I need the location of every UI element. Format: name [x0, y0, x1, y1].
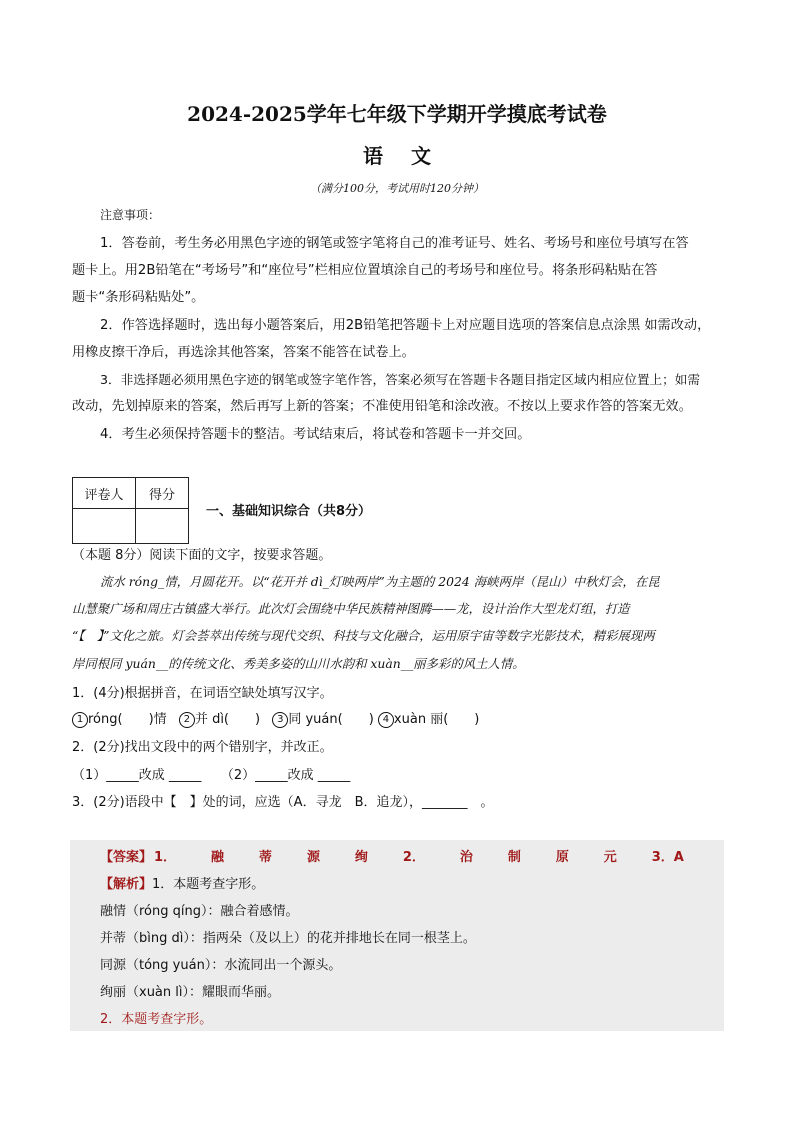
analysis-line	[100, 873, 264, 892]
answer-item: 元	[603, 850, 617, 865]
analysis-item: 同源（tóng yuán）：水流同出一个源头。	[100, 958, 342, 973]
notice-line: 1．答卷前，考生务必用黑色字迹的钢笔或签字笔将自己的准考证号、姓名、考场号和座位号填写在答	[100, 236, 689, 251]
notice-heading: 注意事项：	[100, 208, 161, 222]
question-3: 3．(2分)语段中【 】处的词，应选（A．寻龙 B．追龙），_______ 。	[72, 795, 494, 810]
answer-item: 3．A	[651, 850, 684, 865]
question-2: 2．(2分)找出文段中的两个错别字，并改正。	[72, 740, 333, 755]
score-cell[interactable]	[136, 509, 189, 544]
notice-line: 改动，先划掉原来的答案，然后再写上新的答案；不准使用铅笔和涂改液。不按以上要求作答的答案无效。	[72, 399, 692, 414]
exam-title: 2024-2025学年七年级下学期开学摸底考试卷	[187, 102, 607, 126]
answer-item: 制	[507, 850, 521, 865]
notice-line: 用橡皮擦干净后，再选涂其他答案，答案不能答在试卷上。	[72, 345, 415, 360]
question-2-blanks[interactable]: （1）_____改成 _____ （2）_____改成 _____	[72, 768, 351, 783]
analysis-item: 并蒂（bìng dì）：指两朵（及以上）的花并排地长在同一根茎上。	[100, 931, 476, 946]
analysis-item: 2．本题考查字形。	[100, 1012, 213, 1027]
answer-item: 治	[459, 850, 473, 865]
question-1: 1．(4分)根据拼音，在词语空缺处填写汉字。	[72, 686, 333, 701]
passage-line: “【 】”文化之旅。灯会荟萃出传统与现代交织、科技与文化融合，运用原宇宙等数字光影技术，精彩展现两	[72, 628, 655, 643]
answer-item: 原	[555, 850, 569, 865]
answer-item: 1．	[154, 850, 177, 865]
notice-line: 题卡上。用2B铅笔在“考场号”和“座位号”栏相应位置填涂自己的考场号和座位号。将条形码粘贴在答	[72, 263, 658, 278]
analysis-label: 【解析】	[100, 877, 153, 892]
circled-number: 2	[179, 712, 195, 728]
answer-item: 源	[306, 850, 320, 865]
passage-line: 岸同根同 yuán__的传统文化、秀美多姿的山川水韵和 xuàn__丽多彩的风土人情。	[72, 656, 525, 671]
answer-label: 【答案】	[100, 850, 153, 865]
q1-item[interactable]: xuàn 丽( )	[393, 712, 480, 727]
notice-line: 2．作答选择题时，选出每小题答案后，用2B铅笔把答题卡上对应题目选项的答案信息点涂黑 如需改动，	[100, 318, 711, 333]
q1-item[interactable]: róng( )情	[88, 712, 167, 727]
section-title: 一、基础知识综合（共8分）	[206, 504, 372, 519]
answer-item: 蒂	[258, 850, 272, 865]
score-note: （满分100分，考试用时120分钟）	[310, 182, 484, 195]
answer-item: 融	[211, 850, 225, 865]
answer-row	[154, 846, 684, 865]
passage-line: 流水 róng_情，月圆花开。以“花开并 dì_灯映两岸”为主题的 2024 海峡两岸（昆山）中秋灯会，在昆	[100, 574, 660, 589]
passage-line: 山慧聚广场和周庄古镇盛大举行。此次灯会围绕中华民族精神图腾——龙，设计治作大型龙灯组，打造	[72, 601, 630, 616]
circled-number: 4	[378, 712, 394, 728]
grader-cell[interactable]	[73, 509, 136, 544]
notice-line: 4．考生必须保持答题卡的整洁。考试结束后，将试卷和答题卡一并交回。	[100, 427, 531, 442]
analysis-item: 融情（róng qíng）：融合着感情。	[100, 904, 299, 919]
q1-item[interactable]: 并 dì( )	[194, 712, 261, 727]
answer-item: 绚	[354, 850, 368, 865]
notice-line: 3．非选择题必须用黑色字迹的钢笔或签字笔作答，答案必须写在答题卡各题目指定区域内相应位置上；如需	[100, 372, 700, 387]
notice-line: 题卡“条形码粘贴处”。	[72, 290, 205, 305]
analysis-first: 1．本题考查字形。	[152, 877, 265, 892]
q1-item[interactable]: 同 yuán( )	[288, 712, 374, 727]
subject-title: 语文	[363, 144, 459, 168]
score-label: 得分	[136, 478, 189, 509]
question-intro: （本题 8分）阅读下面的文字，按要求答题。	[72, 548, 332, 563]
grader-table	[72, 477, 189, 544]
grader-label: 评卷人	[73, 478, 136, 509]
answer-item: 2．	[402, 850, 425, 865]
circled-number: 3	[272, 712, 288, 728]
analysis-item: 绚丽（xuàn lì）：耀眼而华丽。	[100, 985, 280, 1000]
circled-number: 1	[72, 712, 88, 728]
question-1-items	[72, 708, 479, 728]
